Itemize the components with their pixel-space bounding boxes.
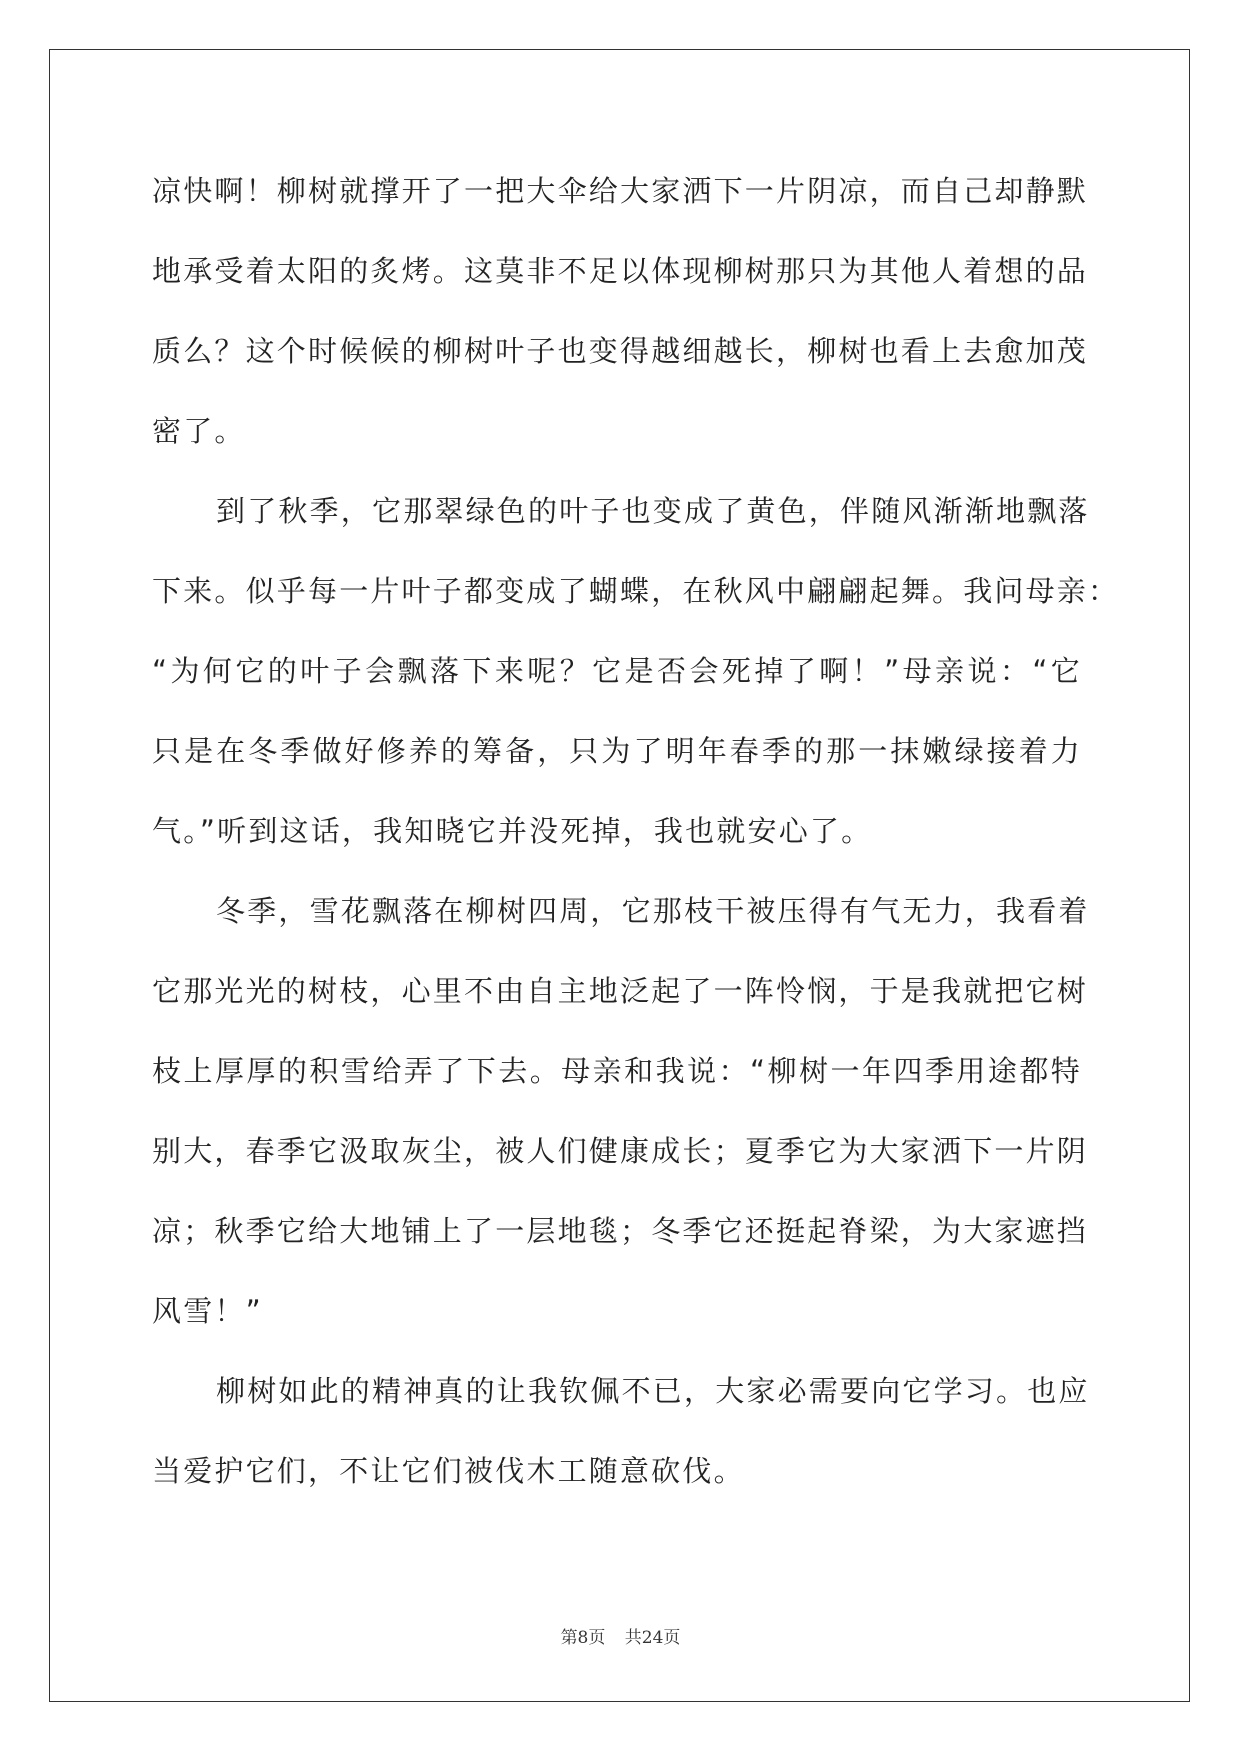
text-line: 气。”听到这话，我知晓它并没死掉，我也就安心了。 [152, 814, 873, 848]
page-footer [0, 1623, 1241, 1648]
text-line: “为何它的叶子会飘落下来呢？它是否会死掉了啊！”母亲说：“它 [152, 654, 1082, 688]
text-line: 凉；秋季它给大地铺上了一层地毯；冬季它还挺起脊梁，为大家遮挡 [152, 1214, 1089, 1248]
text-line: 风雪！” [152, 1294, 263, 1328]
total-pages: 共24页 [624, 1628, 681, 1648]
document-body [152, 161, 1120, 1521]
page-number: 第8页 [560, 1628, 606, 1648]
text-line: 到了秋季，它那翠绿色的叶子也变成了黄色，伴随风渐渐地飘落 [216, 494, 1090, 528]
text-line: 枝上厚厚的积雪给弄了下去。母亲和我说：“柳树一年四季用途都特 [152, 1054, 1082, 1088]
text-line: 凉快啊！柳树就撑开了一把大伞给大家洒下一片阴凉，而自己却静默 [152, 174, 1089, 208]
text-line: 密了。 [152, 414, 246, 448]
text-line: 它那光光的树枝，心里不由自主地泛起了一阵怜悯，于是我就把它树 [152, 974, 1089, 1008]
text-line: 地承受着太阳的炙烤。这莫非不足以体现柳树那只为其他人着想的品 [152, 254, 1089, 288]
text-line: 别大，春季它汲取灰尘，被人们健康成长；夏季它为大家洒下一片阴 [152, 1134, 1089, 1168]
text-line: 质么？这个时候候的柳树叶子也变得越细越长，柳树也看上去愈加茂 [152, 334, 1089, 368]
text-line: 冬季，雪花飘落在柳树四周，它那枝干被压得有气无力，我看着 [216, 894, 1090, 928]
text-line: 只是在冬季做好修养的筹备，只为了明年春季的那一抹嫩绿接着力 [152, 734, 1082, 768]
text-line: 下来。似乎每一片叶子都变成了蝴蝶，在秋风中翩翩起舞。我问母亲： [152, 574, 1120, 608]
text-line: 柳树如此的精神真的让我钦佩不已，大家必需要向它学习。也应 [216, 1374, 1090, 1408]
text-line: 当爱护它们，不让它们被伐木工随意砍伐。 [152, 1454, 745, 1488]
